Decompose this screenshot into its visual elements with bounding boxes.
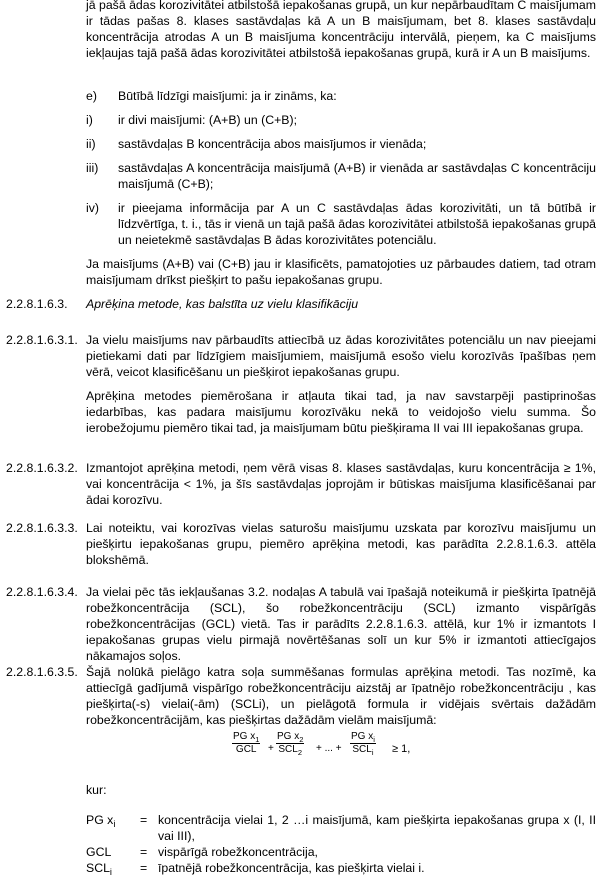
formula-numerator: PG x (277, 731, 300, 742)
sub-item-marker: ii) (86, 137, 96, 151)
section-number: 2.2.8.1.6.3.4. (6, 585, 78, 599)
definition-text: īpatnējā robežkoncentrācija, kas piešķirta vielai i. (158, 861, 425, 875)
definition-row (86, 860, 596, 876)
formula-fraction-1 (232, 731, 260, 756)
formula-subscript: i (373, 735, 375, 744)
definition-symbol: GCL (86, 845, 112, 859)
formula-ellipsis: + ... + (316, 743, 342, 754)
formula-fraction-2 (276, 731, 304, 756)
section-number: 2.2.8.1.6.3.5. (6, 665, 78, 679)
formula-plus: + (268, 743, 274, 754)
section-paragraph: Ja vielai pēc tās iekļaušanas 3.2. nodaļas A tabulā vai īpašajā noteikumā ir piešķirta īpatnējā robežkoncentrācija (SCL), šo robežkoncentrāciju (SCL) izmanto vispārīgās robežkoncentrācijas (GCL) vietā. Tas ir parādīts 2.2.8.1.6.3. attēlā, kur 1% ir izmantots I iepakošanas grupas vielu pirmajā novērtēšanas solī un kur 5% ir izmantoti attiecīgajos nākamajos soļos. (86, 585, 596, 663)
item-e-marker: e) (86, 89, 97, 103)
section-paragraph: Izmantojot aprēķina metodi, ņem vērā visas 8. klases sastāvdaļas, kuru koncentrācija ≥ 1%, vai koncentrācija < 1%, ja šīs sastāvdaļas joprojām ir būtiskas maisījuma klasificēšanai par ādai korozīvu. (86, 461, 596, 507)
definition-row (86, 812, 596, 843)
definition-equals: = (140, 813, 148, 827)
section-paragraph: Ja vielu maisījums nav pārbaudīts attiecībā uz ādas korozivitātes potenciālu un nav pieejami pietiekami dati par līdzīgiem maisījumiem, maisījumā esošo vielu korozīvās īpašības ņem vērā, veicot klasificēšanu un piešķirot iepakošanas grupu. (86, 333, 596, 379)
sub-item-marker: iv) (86, 201, 99, 215)
formula-fraction-3 (350, 731, 376, 756)
section-paragraph: Aprēķina metodes piemērošana ir atļauta tikai tad, ja nav savstarpēji pastiprinošas iedarbības, kas padara maisījumu korozīvāku nekā to veidojošo vielu summa. Šo ierobežojumu piemēro tikai tad, ja maisījumam būtu piešķirama II vai III iepakošanas grupa. (86, 389, 596, 435)
formula-subscript: 2 (299, 735, 304, 744)
formula-denominator: GCL (235, 744, 257, 755)
formula-relation: ≥ 1, (392, 743, 411, 755)
section-number: 2.2.8.1.6.3.1. (6, 333, 78, 347)
where-label: kur: (86, 783, 107, 797)
sub-item-text: sastāvdaļas A koncentrācija maisījumā (A+B) ir vienāda ar sastāvdaļas C koncentrāciju maisījumā (C+B); (118, 161, 596, 191)
definition-symbol: $SCL_i$ (86, 861, 112, 877)
section-paragraph: Lai noteiktu, vai korozīvas vielas saturošu maisījumu uzskata par korozīvu maisījumu un piešķirtu iepakošanas grupu, piemēro aprēķina metodi, kas parādīta 2.2.8.1.6.3. attēla blokshēmā. (86, 521, 596, 567)
formula-numerator: PG x (351, 731, 374, 742)
sub-item-text: sastāvdaļas B koncentrācija abos maisījumos ir vienāda; (118, 137, 427, 151)
sub-item-text: ir pieejama informācija par A un C sastāvdaļas ādas korozivitāti, un tā būtībā ir līdzvērtīga, t. i., tās ir vienā un tajā pašā ādas korozivitātei atbilstošā iepakošanas grupā un neietekmē sastāvdaļas B ādas korozivitātes potenciālu. (118, 201, 596, 247)
definition-text: koncentrācija vielai 1, 2 …i maisījumā, kam piešķirta iepakošanas grupa x (I, II vai III), (158, 813, 596, 843)
section-heading: Aprēķina metode, kas balstīta uz vielu klasifikāciju (86, 297, 359, 311)
formula-numerator: PG x (233, 731, 256, 742)
formula-denominator: SCL (352, 744, 372, 755)
sub-item-marker: i) (86, 113, 93, 127)
item-e-closing: Ja maisījums (A+B) vai (C+B) jau ir klasificēts, pamatojoties uz pārbaudes datiem, tad otram maisījumam drīkst piešķirt to pašu iepakošanas grupu. (86, 257, 596, 287)
section-number: 2.2.8.1.6.3.3. (6, 521, 78, 535)
formula-subscript: 2 (297, 748, 303, 757)
formula-subscript: 1 (255, 735, 260, 744)
section-number: 2.2.8.1.6.3. (6, 297, 68, 311)
item-e-text: Būtībā līdzīgi maisījumi: ja ir zināms, ka: (118, 89, 337, 103)
definition-equals: = (140, 845, 148, 859)
sub-item-marker: iii) (86, 161, 99, 175)
summation-formula (232, 731, 432, 767)
definition-equals: = (140, 861, 148, 875)
definition-row (86, 844, 596, 860)
formula-denominator: SCL (278, 744, 298, 755)
formula-subscript: i (371, 748, 374, 757)
sub-item-text: ir divi maisījumi: (A+B) un (C+B); (118, 113, 298, 127)
section-number: 2.2.8.1.6.3.2. (6, 461, 78, 475)
definition-symbol: PG $x_i$ (86, 813, 116, 829)
definition-text: vispārīgā robežkoncentrācija, (158, 845, 318, 859)
intro-paragraph: jā pašā ādas korozivitātei atbilstošā iepakošanas grupā, un kur nepārbaudītam C maisījumam ir tādas pašas 8. klases sastāvdaļas kā A un B maisījumam, bet 8. klases sastāvdaļu koncentrācija atrodas A un B maisījuma koncentrāciju intervālā, pieņem, ka C maisījums iekļaujas tajā pašā ādas korozivitātei atbilstošā iepakošanas grupā, kurā ir A un B maisījums. (86, 0, 596, 60)
section-paragraph: Šajā nolūkā pielāgo katra soļa summēšanas formulas aprēķina metodi. Tas nozīmē, ka attiecīgā gadījumā vispārīgo robežkoncentrāciju aizstāj ar īpatnējo robežkoncentrāciju , kas piešķirta(-s) vielai(-ām) (SCLi), un pielāgotā formula ir vidējais svērtais dažādām robežkoncentrācijām, kas piešķirtas dažādām vielām maisījumā: (86, 665, 596, 727)
